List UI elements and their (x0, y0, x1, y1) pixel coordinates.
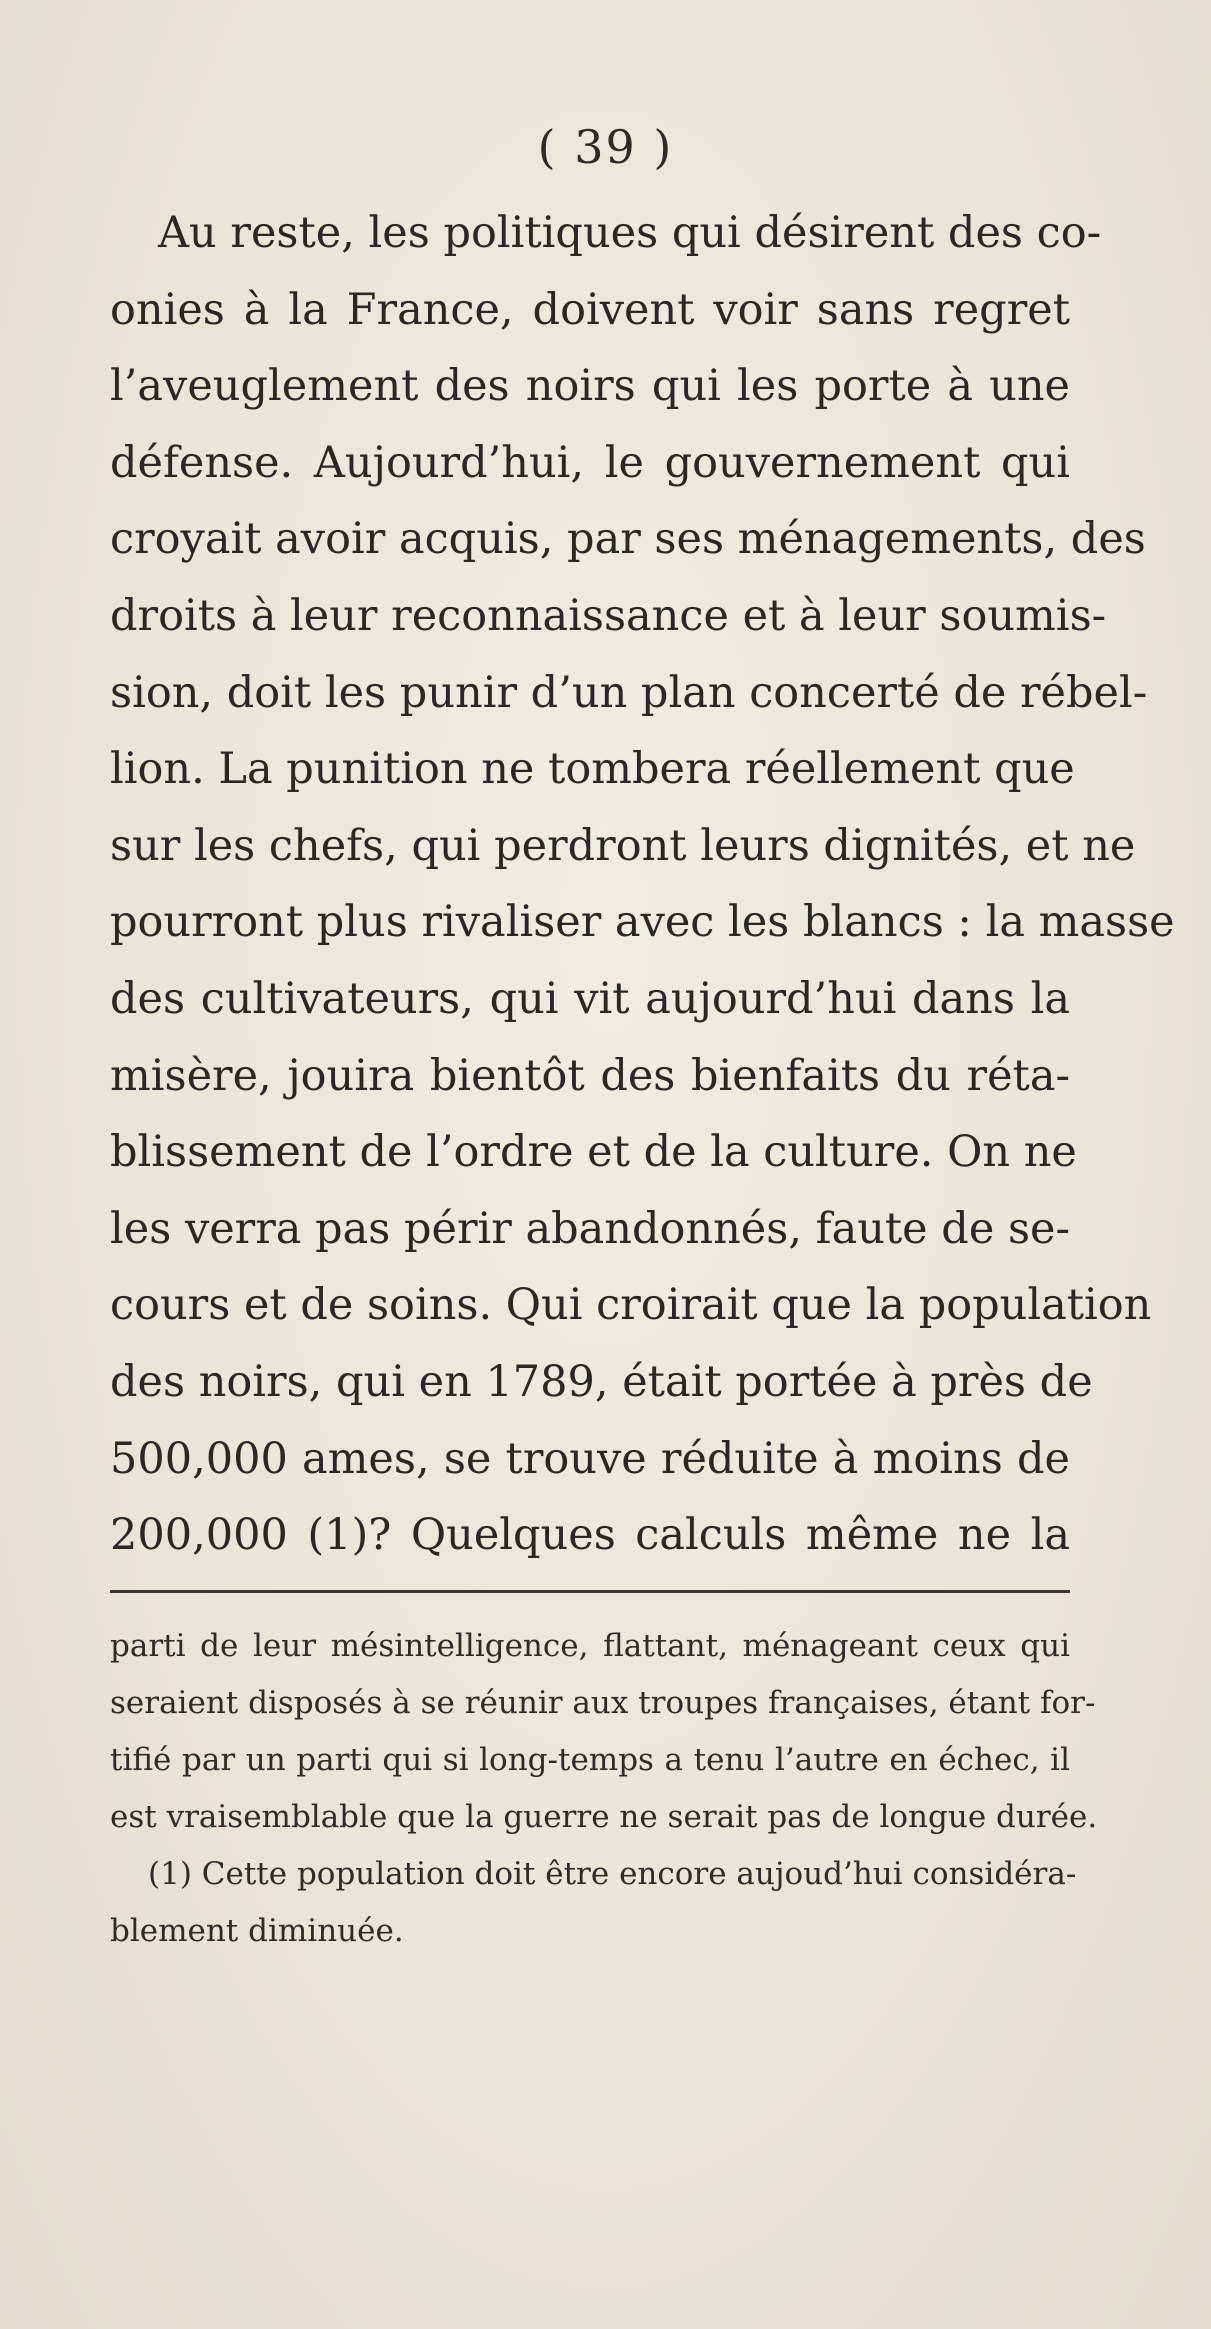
text-line: blissement de l’ordre et de la culture. On ne (110, 1127, 1077, 1178)
footnote-line: parti de leur mésintelligence, flattant, ménageant ceux qui (110, 1628, 1070, 1664)
footnote-line: est vraisemblable que la guerre ne serait pas de longue durée. (110, 1799, 1098, 1835)
text-line: Au reste, les politiques qui désirent des co- (158, 208, 1102, 258)
text-line: l’aveuglement des noirs qui les porte à une (110, 361, 1070, 412)
main-text (110, 195, 1175, 1574)
footnote-divider (110, 1590, 1070, 1593)
text-line: des cultivateurs, qui vit aujourd’hui dans la (110, 973, 1070, 1024)
text-line: pourront plus rivaliser avec les blancs : la masse (110, 897, 1175, 948)
footnote-line: seraient disposés à se réunir aux troupes françaises, étant for- (110, 1685, 1096, 1721)
text-line: les verra pas périr abandonnés, faute de se- (110, 1203, 1070, 1254)
text-line: misère, jouira bientôt des bienfaits du réta- (110, 1050, 1070, 1101)
text-line: sur les chefs, qui perdront leurs dignités, et ne (110, 820, 1136, 871)
text-line: croyait avoir acquis, par ses ménagements, des (110, 514, 1146, 565)
text-line: droits à leur reconnaissance et à leur soumis- (110, 590, 1107, 641)
footnote-line: tifié par un parti qui si long-temps a tenu l’autre en échec, il (110, 1742, 1070, 1778)
text-line: lion. La punition ne tombera réellement que (110, 744, 1075, 795)
text-line: cours et de soins. Qui croirait que la population (110, 1280, 1152, 1331)
text-line: des noirs, qui en 1789, était portée à près de (110, 1356, 1093, 1407)
footnote-line: (1) Cette population doit être encore aujoud’hui considéra- (148, 1856, 1077, 1892)
page-number: ( 39 ) (537, 120, 674, 174)
text-line: sion, doit les punir d’un plan concerté de rébel- (110, 667, 1148, 718)
text-line: onies à la France, doivent voir sans regret (110, 284, 1070, 335)
text-line: 200,000 (1)? Quelques calculs même ne la (110, 1510, 1070, 1561)
text-line: 500,000 ames, se trouve réduite à moins de (110, 1433, 1070, 1484)
footnotes (110, 1618, 1098, 1960)
text-line: défense. Aujourd’hui, le gouvernement qui (110, 437, 1070, 488)
footnote-line: blement diminuée. (110, 1913, 404, 1949)
